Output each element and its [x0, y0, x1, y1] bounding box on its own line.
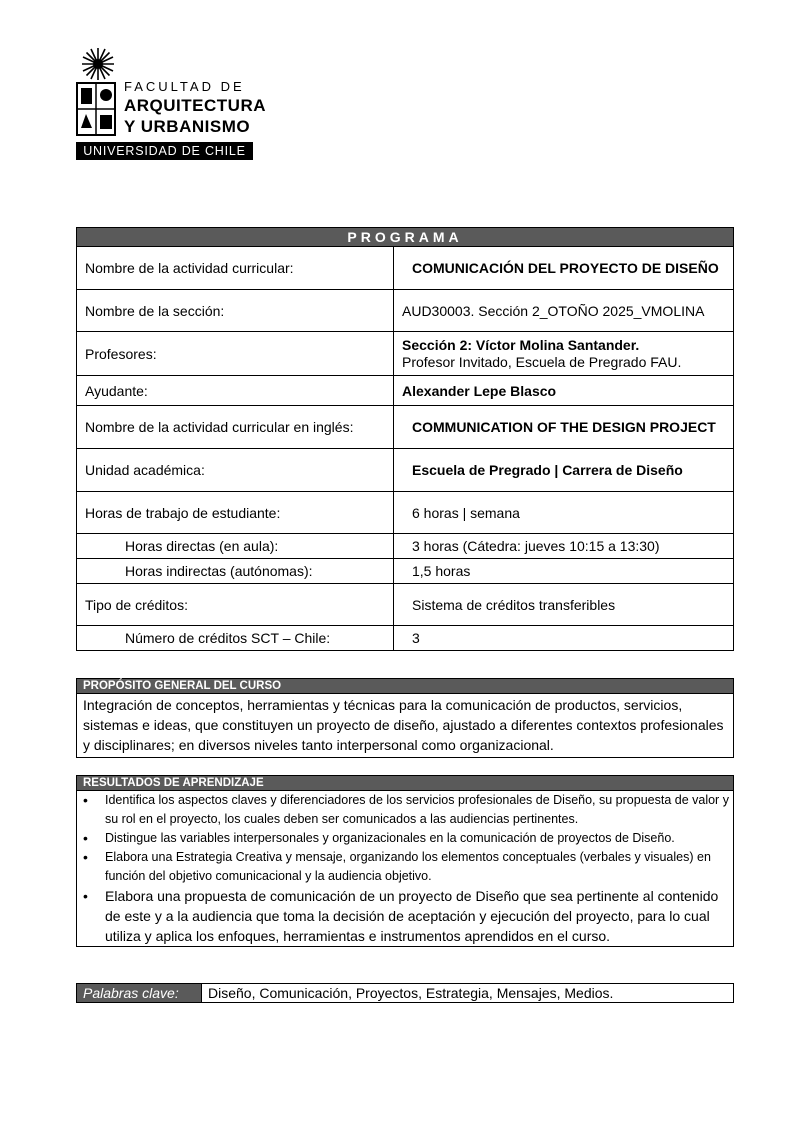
value-ayudante: Alexander Lepe Blasco — [394, 376, 734, 406]
value-horas-indirectas: 1,5 horas — [394, 559, 734, 584]
keywords-label: Palabras clave: — [77, 984, 202, 1003]
logo-text-urbanismo: Y URBANISMO — [124, 117, 251, 136]
value-tipo-creditos: Sistema de créditos transferibles — [394, 584, 734, 626]
label-numero-creditos: Número de créditos SCT – Chile: — [77, 626, 394, 651]
row-numero-creditos — [77, 626, 734, 651]
value-nombre-actividad: COMUNICACIÓN DEL PROYECTO DE DISEÑO — [394, 247, 734, 290]
proposito-section — [76, 678, 734, 758]
label-profesores: Profesores: — [77, 332, 394, 376]
programa-title: PROGRAMA — [77, 228, 734, 247]
row-horas-directas — [77, 534, 734, 559]
keywords-row — [77, 984, 734, 1003]
resultados-title: RESULTADOS DE APRENDIZAJE — [77, 776, 733, 791]
profesor-cargo: Profesor Invitado, Escuela de Pregrado FAU. — [402, 353, 682, 370]
row-horas-indirectas — [77, 559, 734, 584]
logo-text-facultad: FACULTAD DE — [124, 79, 245, 94]
label-ayudante: Ayudante: — [77, 376, 394, 406]
university-shield-icon — [76, 82, 116, 136]
value-horas-directas: 3 horas (Cátedra: jueves 10:15 a 13:30) — [394, 534, 734, 559]
label-nombre-actividad: Nombre de la actividad curricular: — [77, 247, 394, 290]
proposito-title: PROPÓSITO GENERAL DEL CURSO — [77, 679, 733, 694]
label-tipo-creditos: Tipo de créditos: — [77, 584, 394, 626]
list-item: • Elabora una Estrategia Creativa y mensaje, organizando los elementos conceptuales (verbales y visuales) en función del objetivo comunicacional y la audiencia objetivo. — [77, 848, 733, 886]
row-tipo-creditos — [77, 584, 734, 626]
label-nombre-seccion: Nombre de la sección: — [77, 290, 394, 332]
label-horas-directas: Horas directas (en aula): — [77, 534, 394, 559]
label-nombre-ingles: Nombre de la actividad curricular en inglés: — [77, 406, 394, 449]
value-profesores — [394, 332, 734, 376]
label-horas-trabajo: Horas de trabajo de estudiante: — [77, 492, 394, 534]
row-horas-trabajo — [77, 492, 734, 534]
list-item: • Identifica los aspectos claves y diferenciadores de los servicios profesionales de Diseño, su propuesta de valor y su rol en el proyecto, los cuales deben ser comunicados a las audiencias pertinentes. — [77, 791, 733, 829]
programa-header-row — [77, 228, 734, 247]
logo-band-universidad: UNIVERSIDAD DE CHILE — [76, 142, 253, 160]
resultados-section — [76, 775, 734, 947]
keywords-table — [76, 983, 734, 1003]
row-profesores — [77, 332, 734, 376]
programa-table — [76, 227, 734, 651]
row-nombre-seccion — [77, 290, 734, 332]
faculty-logo — [76, 46, 266, 162]
value-numero-creditos: 3 — [394, 626, 734, 651]
row-ayudante — [77, 376, 734, 406]
value-horas-trabajo: 6 horas | semana — [394, 492, 734, 534]
sun-emblem-icon — [80, 46, 116, 82]
logo-text-arquitectura: ARQUITECTURA — [124, 96, 266, 115]
row-unidad-academica — [77, 449, 734, 492]
row-nombre-ingles — [77, 406, 734, 449]
value-unidad-academica: Escuela de Pregrado | Carrera de Diseño — [394, 449, 734, 492]
resultados-list — [77, 791, 733, 946]
keywords-value: Diseño, Comunicación, Proyectos, Estrategia, Mensajes, Medios. — [202, 984, 734, 1003]
profesor-nombre: Sección 2: Víctor Molina Santander. — [402, 336, 640, 353]
proposito-text: Integración de conceptos, herramientas y técnicas para la comunicación de productos, servicios, sistemas e ideas, que constituyen un proyecto de diseño, ajustado a diferentes contextos profesionales y disciplinares; en diversos niveles tanto interpersonal como organizacional. — [83, 697, 724, 753]
list-item: • Distingue las variables interpersonales y organizacionales en la comunicación de proyectos de Diseño. — [77, 829, 733, 848]
value-nombre-ingles: COMMUNICATION OF THE DESIGN PROJECT — [394, 406, 734, 449]
row-nombre-actividad — [77, 247, 734, 290]
label-horas-indirectas: Horas indirectas (autónomas): — [77, 559, 394, 584]
list-item: • Elabora una propuesta de comunicación de un proyecto de Diseño que sea pertinente al contenido de este y a la audiencia que toma la decisión de aceptación y ejecución del proyecto, para lo cual utiliza y aplica los enfoques, herramientas e instrumentos aprendidos en el curso. — [77, 886, 733, 946]
label-unidad-academica: Unidad académica: — [77, 449, 394, 492]
value-nombre-seccion: AUD30003. Sección 2_OTOÑO 2025_VMOLINA — [394, 290, 734, 332]
